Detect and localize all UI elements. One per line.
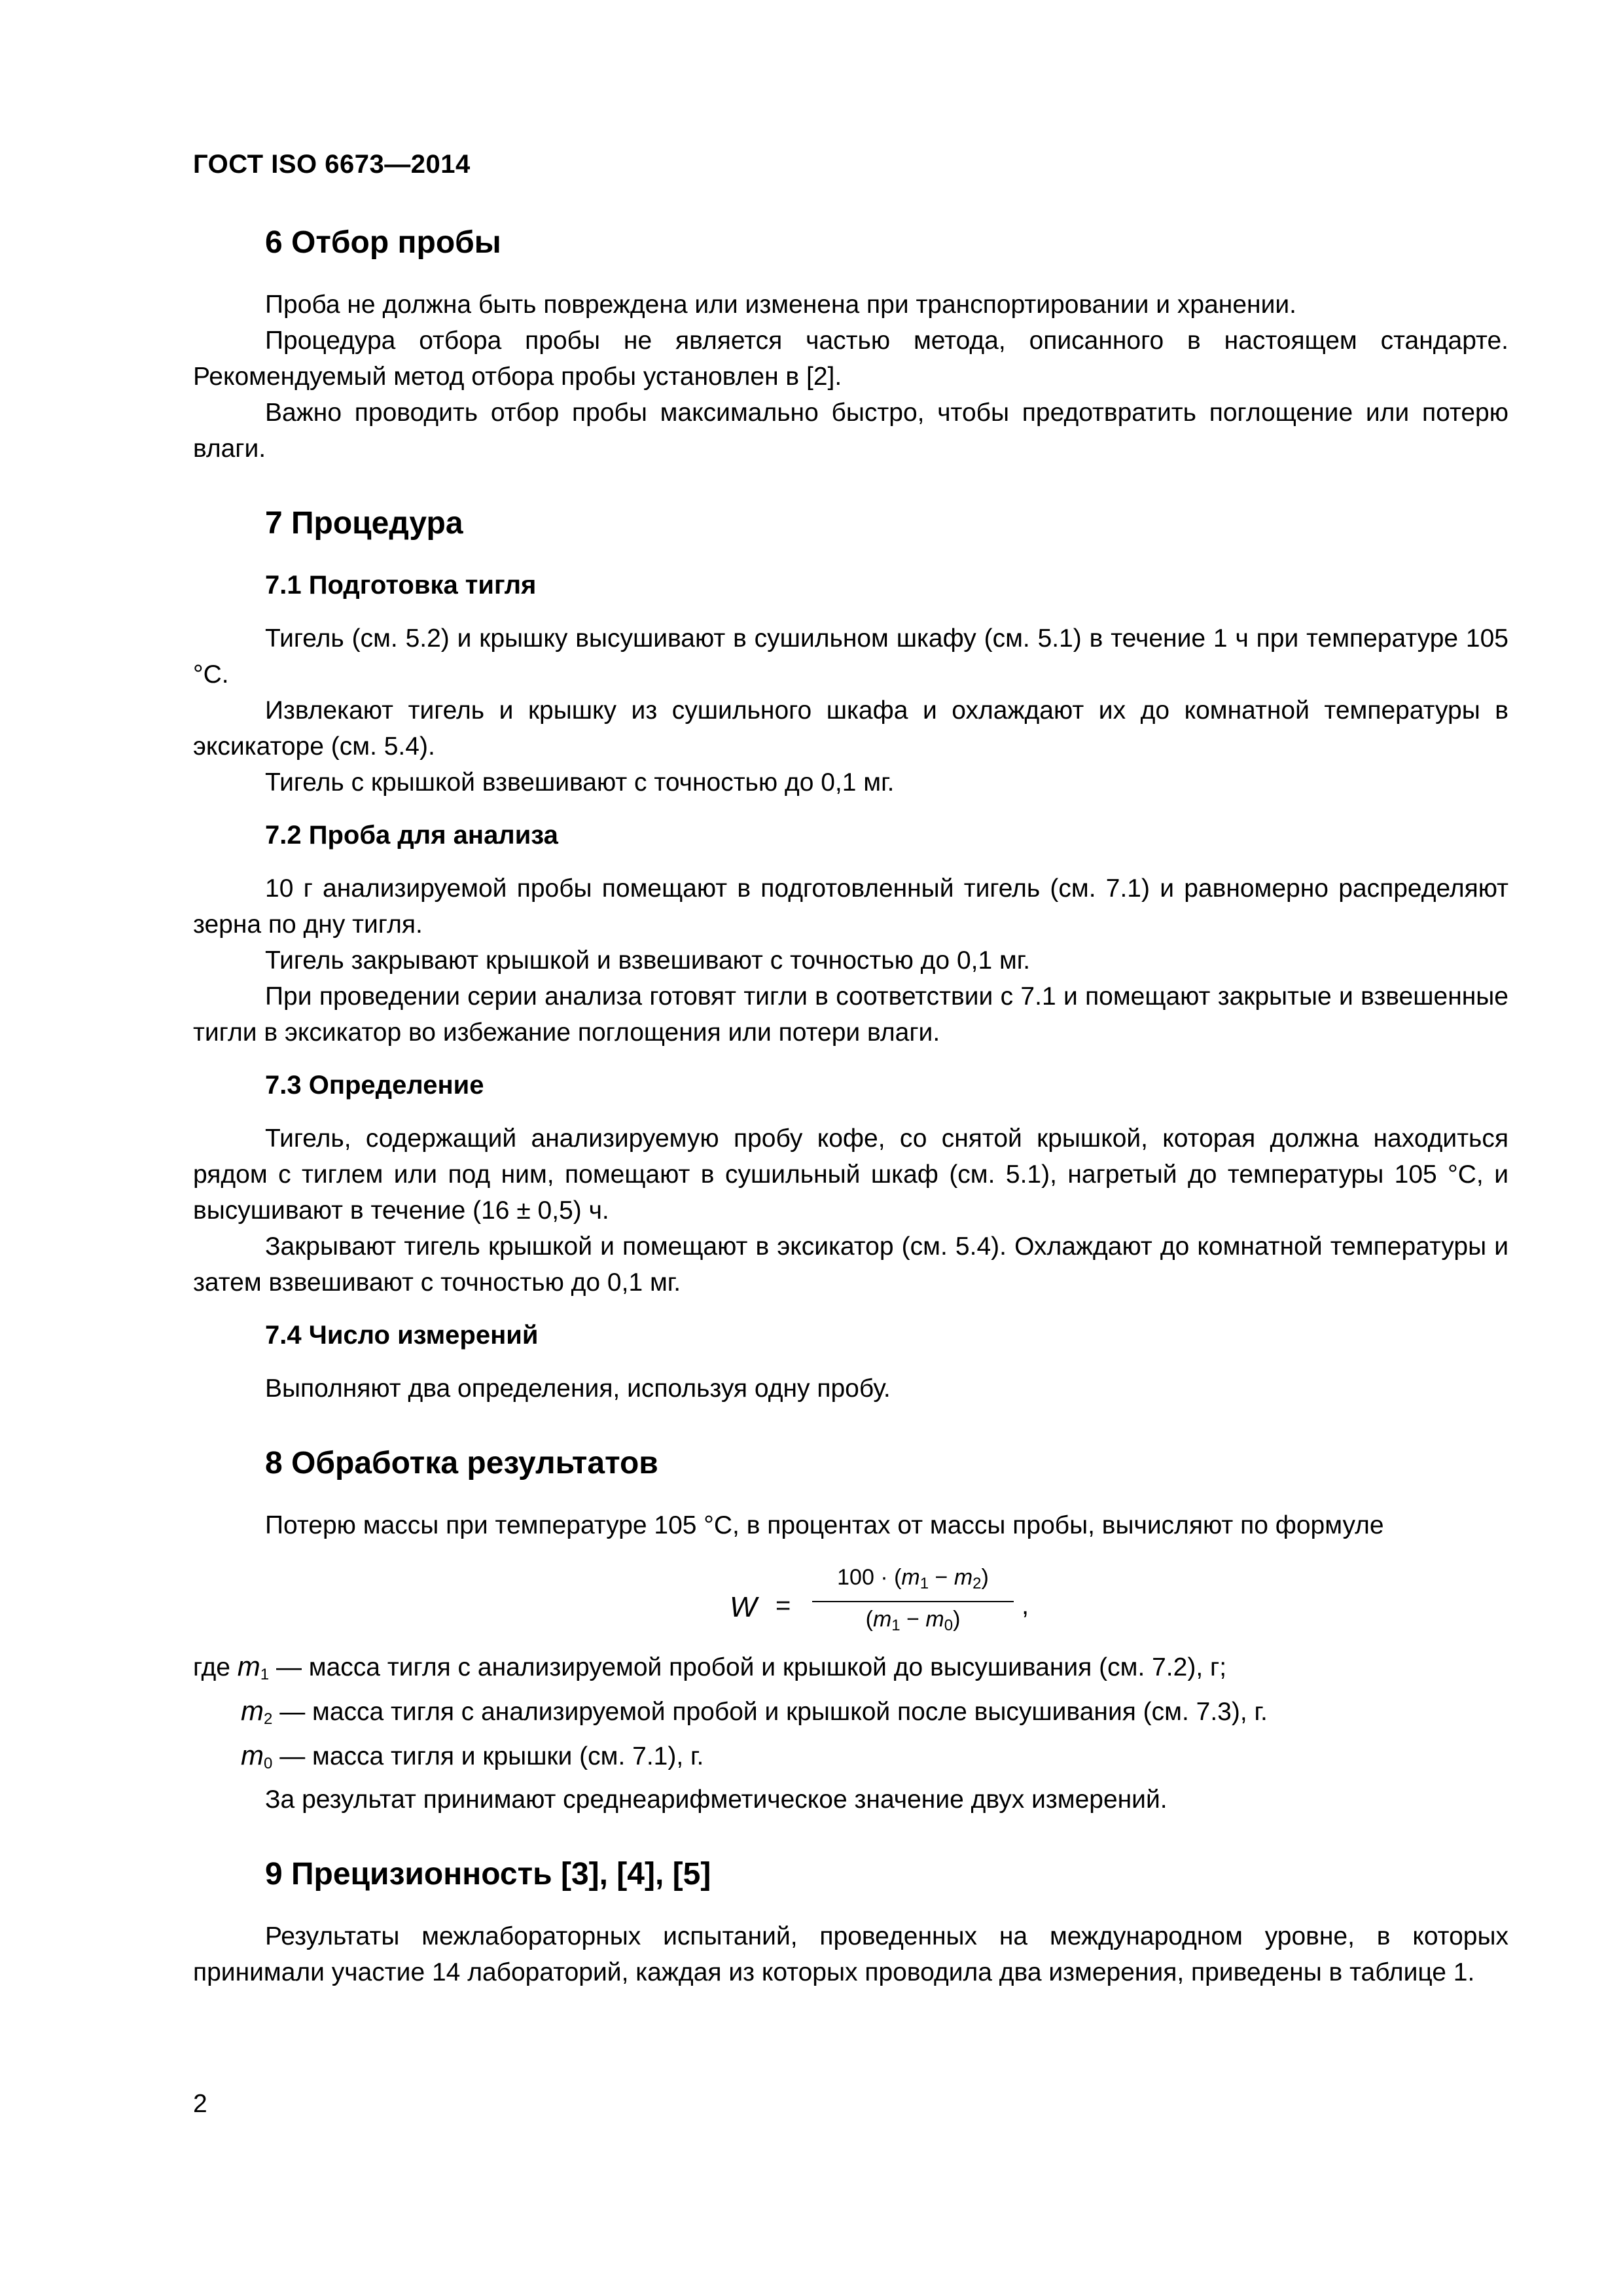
formula-comma: , [1022,1591,1029,1620]
document-header: ГОСТ ISO 6673—2014 [193,150,471,179]
section-9-paragraph-1: Результаты межлабораторных испытаний, проведенных на международном уровне, в которых принимали участие 14 лабораторий, каждая из которых проводила два измерения, приведены в таблице 1. [193,1922,1508,1986]
formula-fraction [808,1562,1018,1641]
section-7-3-paragraph-1: Тигель, содержащий анализируемую пробу кофе, со снятой крышкой, которая должна находиться рядом с тиглем или под ним, помещают в сушильный шкаф (см. 5.1), нагретый до температуры 105 °С, и высушивают в течение (16 ± 0,5) ч. [193,1124,1508,1225]
section-6-title: 6 Отбор пробы [265,225,501,260]
formula-equals: = [776,1591,791,1620]
formula-lhs: W [730,1591,757,1623]
section-7-1-title: 7.1 Подготовка тигля [265,571,537,600]
page-number: 2 [193,2090,207,2118]
section-7-3-paragraph-2: Закрывают тигель крышкой и помещают в эксикатор (см. 5.4). Охлаждают до комнатной температуры и затем взвешивают с точностью до 0,1 мг. [193,1232,1508,1297]
where-m2: $m_2$ — масса тигля с анализируемой пробой и крышкой после высушивания (см. 7.3), г. [241,1695,1268,1728]
formula-denominator: $(m_1 - m_0)$ [865,1607,961,1634]
section-6-paragraph-3: Важно проводить отбор пробы максимально быстро, чтобы предотвратить поглощение или потерю влаги. [193,399,1508,463]
section-8-paragraph-1: Потерю массы при температуре 105 °С, в процентах от массы пробы, вычисляют по формуле [265,1511,1384,1539]
document-body [193,223,1508,1990]
section-7-2-paragraph-1: 10 г анализируемой пробы помещают в подготовленный тигель (см. 7.1) и равномерно распределяют зерна по дну тигля. [193,874,1508,939]
section-8-title: 8 Обработка результатов [265,1446,658,1480]
section-7-1-paragraph-3: Тигель с крышкой взвешивают с точностью до 0,1 мг. [265,768,895,797]
section-7-1-paragraph-2: Извлекают тигель и крышку из сушильного шкафа и охлаждают их до комнатной температуры в эксикаторе (см. 5.4). [193,696,1508,761]
fraction-bar [812,1601,1014,1602]
section-7-2-paragraph-2: Тигель закрывают крышкой и взвешивают с точностью до 0,1 мг. [265,946,1031,975]
section-7-4-title: 7.4 Число измерений [265,1321,539,1350]
section-7-1-paragraph-1: Тигель (см. 5.2) и крышку высушивают в сушильном шкафу (см. 5.1) в течение 1 ч при температуре 105 °С. [193,624,1508,689]
section-7-4-paragraph-1: Выполняют два определения, используя одну пробу. [265,1374,891,1403]
section-8-paragraph-2: За результат принимают среднеарифметическое значение двух измерений. [265,1785,1168,1814]
where-m0: $m_0$ — масса тигля и крышки (см. 7.1), г. [241,1740,704,1772]
section-7-title: 7 Процедура [265,506,463,541]
section-9-title: 9 Прецизионность [3], [4], [5] [265,1857,711,1892]
formula-numerator: $100 \cdot (m_1 - m_2)$ [837,1565,989,1592]
formula-block [193,1550,1508,1648]
section-6-paragraph-1: Проба не должна быть повреждена или изменена при транспортировании и хранении. [265,291,1296,319]
section-7-3-title: 7.3 Определение [265,1071,484,1100]
where-m1: где $m_1$ — масса тигля с анализируемой пробой и крышкой до высушивания (см. 7.2), г; [193,1651,1227,1683]
section-7-2-paragraph-3: При проведении серии анализа готовят тигли в соответствии с 7.1 и помещают закрытые и взвешенные тигли в эксикатор во избежание поглощения или потери влаги. [193,982,1508,1047]
section-6-paragraph-2: Процедура отбора пробы не является частью метода, описанного в настоящем стандарте. Рекомендуемый метод отбора пробы установлен в [2]. [193,327,1508,391]
section-7-2-title: 7.2 Проба для анализа [265,821,558,850]
